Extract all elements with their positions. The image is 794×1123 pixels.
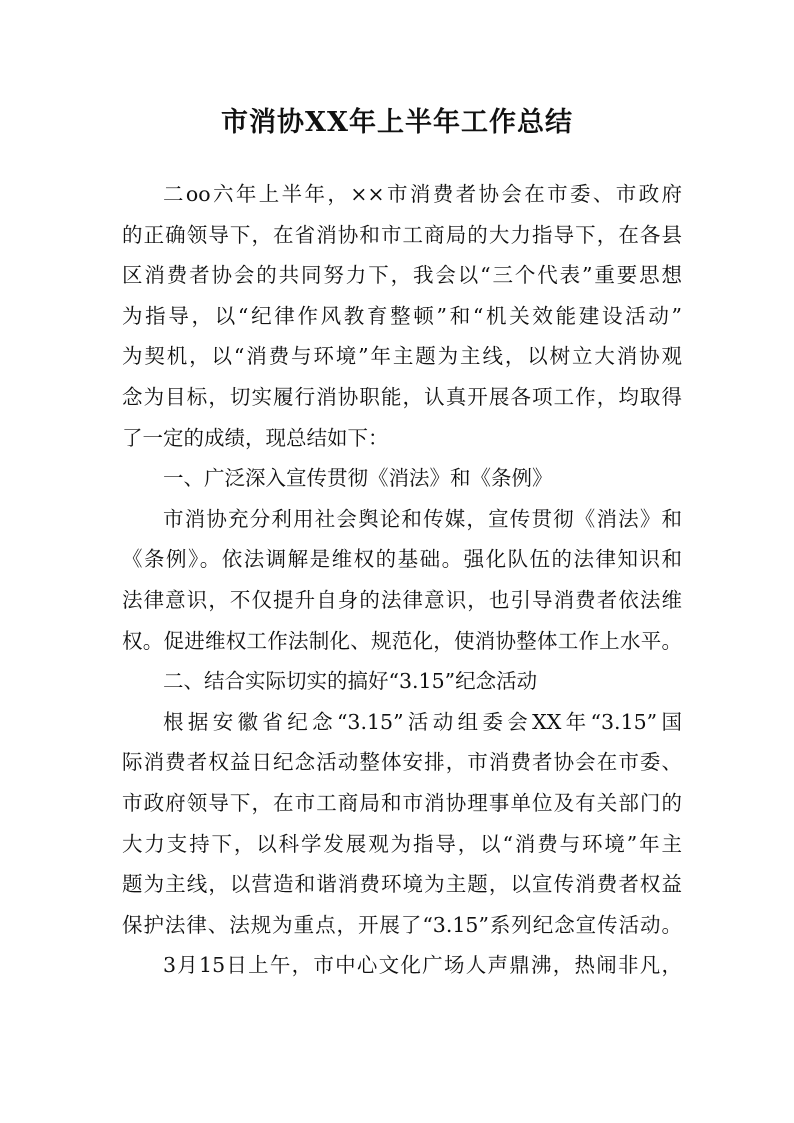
text-line: 保护法律、法规为重点，开展了“3.15”系列纪念宣传活动。 — [122, 912, 682, 937]
text-line: 区消费者协会的共同努力下，我会以“三个代表”重要思想 — [122, 263, 682, 288]
text-line: 3月15日上午，市中心文化广场人声鼎沸，热闹非凡， — [163, 953, 682, 978]
text-line: 市消协充分利用社会舆论和传媒，宣传贯彻《消法》和 — [163, 506, 682, 531]
document-title: 市消协XX年上半年工作总结 — [221, 107, 573, 138]
text-line: 市政府领导下，在市工商局和市消协理事单位及有关部门的 — [122, 790, 682, 815]
text-line: 根据安徽省纪念“3.15”活动组委会XX年“3.15”国 — [163, 709, 682, 734]
document-body — [122, 174, 682, 986]
text-line: 二oo六年上半年，××市消费者协会在市委、市政府 — [163, 182, 682, 206]
text-line: 为指导，以“纪律作风教育整顿”和“机关效能建设活动” — [122, 303, 682, 328]
text-line: 一、广泛深入宣传贯彻《消法》和《条例》 — [163, 466, 553, 491]
text-line: 的正确领导下，在省消协和市工商局的大力指导下，在各县 — [122, 222, 682, 247]
text-line: 际消费者权益日纪念活动整体安排，市消费者协会在市委、 — [122, 750, 682, 775]
text-line: 二、结合实际切实的搞好“3.15”纪念活动 — [163, 669, 538, 694]
text-line: 权。促进维权工作法制化、规范化，使消协整体工作上水平。 — [122, 628, 682, 653]
text-line: 为契机，以“消费与环境”年主题为主线，以树立大消协观 — [122, 344, 682, 369]
text-line: 《条例》。依法调解是维权的基础。强化队伍的法律知识和 — [122, 547, 682, 572]
text-line: 法律意识，不仅提升自身的法律意识，也引导消费者依法维 — [122, 587, 682, 612]
text-line: 大力支持下，以科学发展观为指导，以“消费与环境”年主 — [122, 831, 682, 856]
text-line: 了一定的成绩，现总结如下： — [122, 425, 389, 450]
text-line: 题为主线，以营造和谐消费环境为主题，以宣传消费者权益 — [122, 872, 682, 897]
text-line: 念为目标，切实履行消协职能，认真开展各项工作，均取得 — [122, 384, 682, 409]
